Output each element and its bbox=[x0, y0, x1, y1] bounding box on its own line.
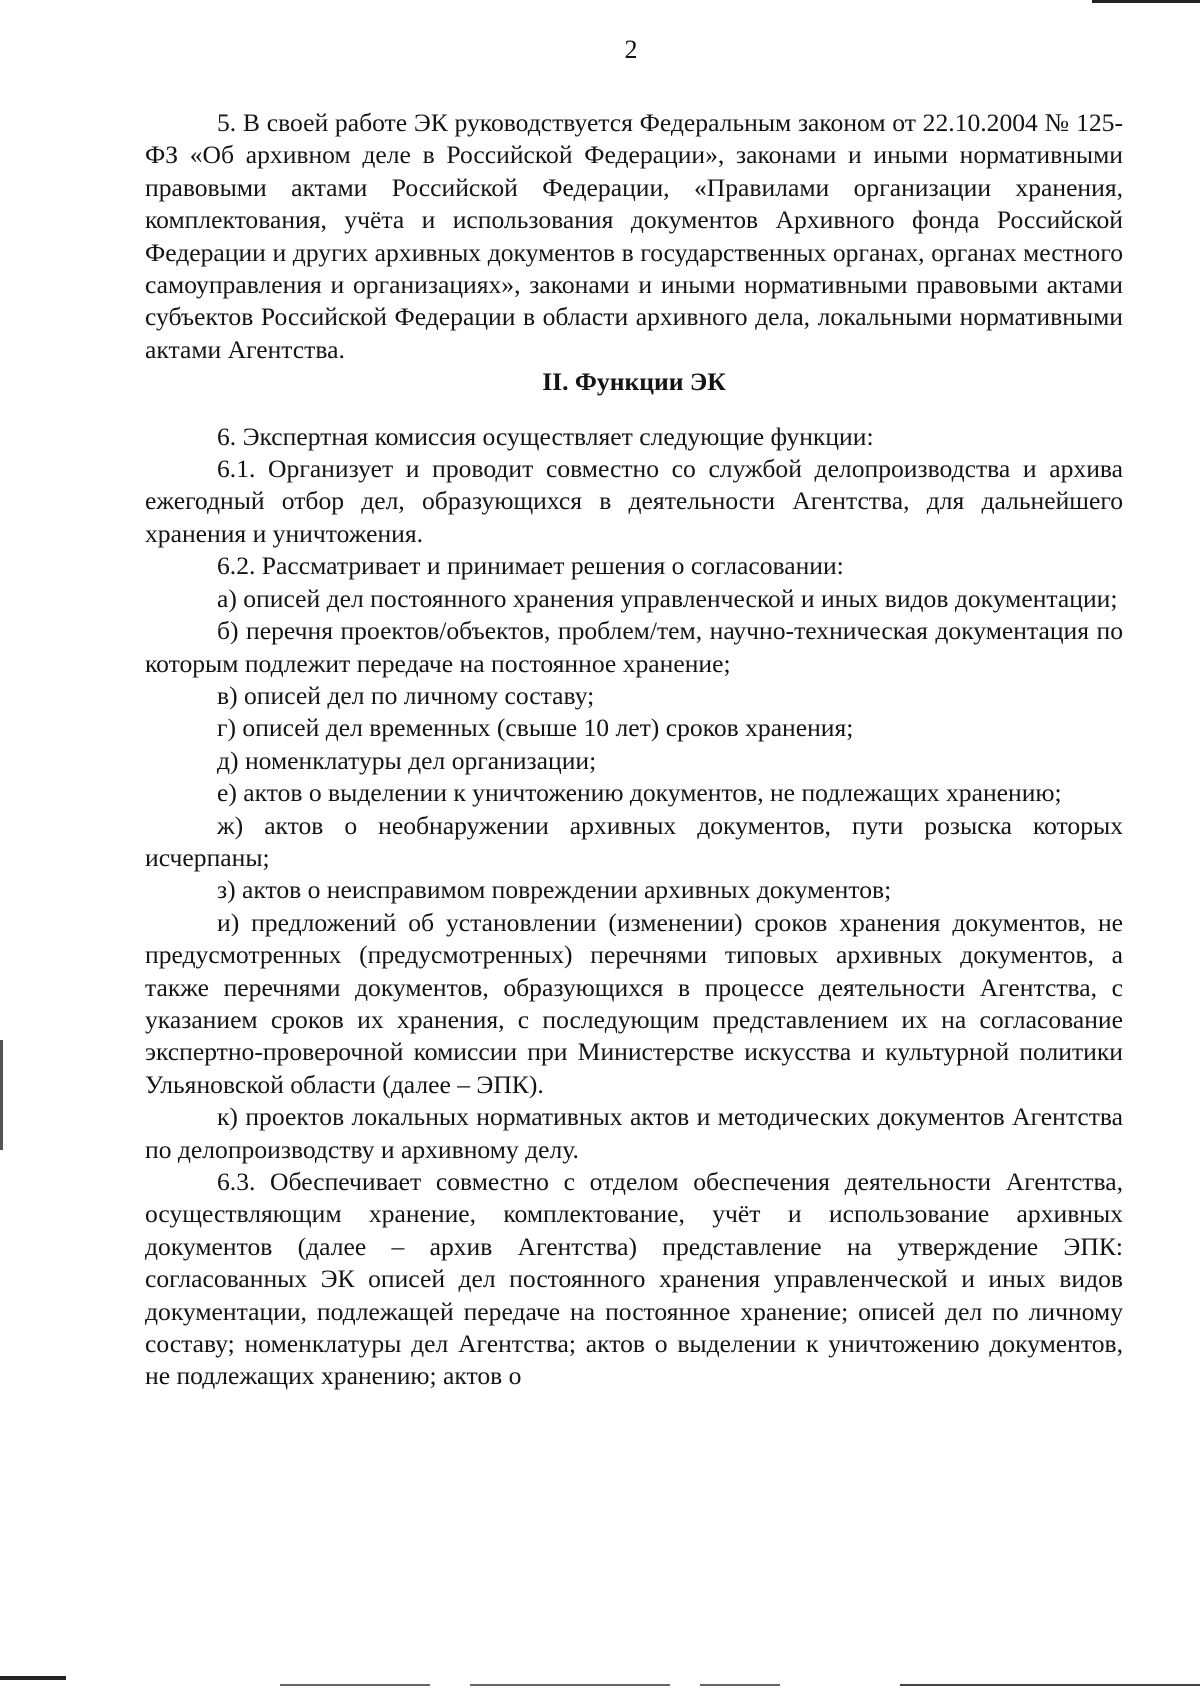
list-item-d: д) номенклатуры дел организации; bbox=[217, 745, 597, 775]
list-item-zh: ж) актов о необнаружении архивных документов, пути розыска которых исчерпаны; bbox=[145, 810, 1123, 872]
list-item-v: в) описей дел по личному составу; bbox=[217, 680, 595, 710]
paragraph-6-2: 6.2. Рассматривает и принимает решения о согласовании: bbox=[217, 551, 844, 581]
paragraph-6-3: 6.3. Обеспечивает совместно с отделом обеспечения деятельности Агентства, осуществляющим хранение, комплектование, учёт и использование архивных документов (далее – архив Агентства) представление на утверждение ЭПК: согласованных ЭК описей дел постоянного хранения управленческой и иных видов документации, подлежащей передаче на постоянное хранение; описей дел по личному составу; номенклатуры дел Агентства; актов о выделении к уничтожению документов, не подлежащих хранению; актов о bbox=[145, 1167, 1123, 1391]
scan-edge-mark bbox=[0, 1040, 3, 1150]
paragraph-6-1: 6.1. Организует и проводит совместно со службой делопроизводства и архива ежегодный отбор дел, образующихся в деятельности Агентства, для дальнейшего хранения и уничтожения. bbox=[145, 454, 1123, 548]
list-item-g: г) описей дел временных (свыше 10 лет) сроков хранения; bbox=[217, 713, 854, 743]
scan-edge-line bbox=[900, 1684, 1200, 1686]
scan-edge-line bbox=[280, 1684, 430, 1686]
list-item-a: а) описей дел постоянного хранения управленческой и иных видов документации; bbox=[217, 583, 1118, 613]
list-item-k: к) проектов локальных нормативных актов и методических документов Агентства по делопроизводству и архивному делу. bbox=[145, 1102, 1123, 1164]
scan-edge-line bbox=[700, 1684, 780, 1686]
document-body bbox=[145, 107, 1123, 1393]
paragraph-6: 6. Экспертная комиссия осуществляет следующие функции: bbox=[217, 421, 874, 451]
scan-edge-line bbox=[0, 1676, 66, 1680]
list-item-e: е) актов о выделении к уничтожению документов, не подлежащих хранению; bbox=[217, 778, 1062, 808]
list-item-i: и) предложений об установлении (изменении) сроков хранения документов, не предусмотренных (предусмотренных) перечнями типовых архивных документов, а также перечнями документов, образующихся в процессе деятельности Агентства, с указанием сроков их хранения, с последующим представлением их на согласование экспертно-проверочной комиссии при Министерстве искусства и культурной политики Ульяновской области (далее – ЭПК). bbox=[145, 907, 1123, 1099]
paragraph-5: 5. В своей работе ЭК руководствуется Федеральным законом от 22.10.2004 № 125-ФЗ «Об архивном деле в Российской Федерации», законами и иными нормативными правовыми актами Российской Федерации, «Правилами организации хранения, комплектования, учёта и использования документов Архивного фонда Российской Федерации и других архивных документов в государственных органах, органах местного самоуправления и организациях», законами и иными нормативными правовыми актами субъектов Российской Федерации в области архивного дела, локальными нормативными актами Агентства. bbox=[145, 108, 1123, 364]
page-number: 2 bbox=[624, 35, 638, 64]
scan-edge-line bbox=[1092, 0, 1200, 3]
list-item-b: б) перечня проектов/объектов, проблем/тем, научно-техническая документация по которым подлежит передаче на постоянное хранение; bbox=[145, 616, 1123, 678]
list-item-z: з) актов о неисправимом повреждении архивных документов; bbox=[217, 875, 892, 905]
scan-edge-line bbox=[470, 1684, 670, 1686]
section-heading: II. Функции ЭК bbox=[542, 367, 726, 397]
